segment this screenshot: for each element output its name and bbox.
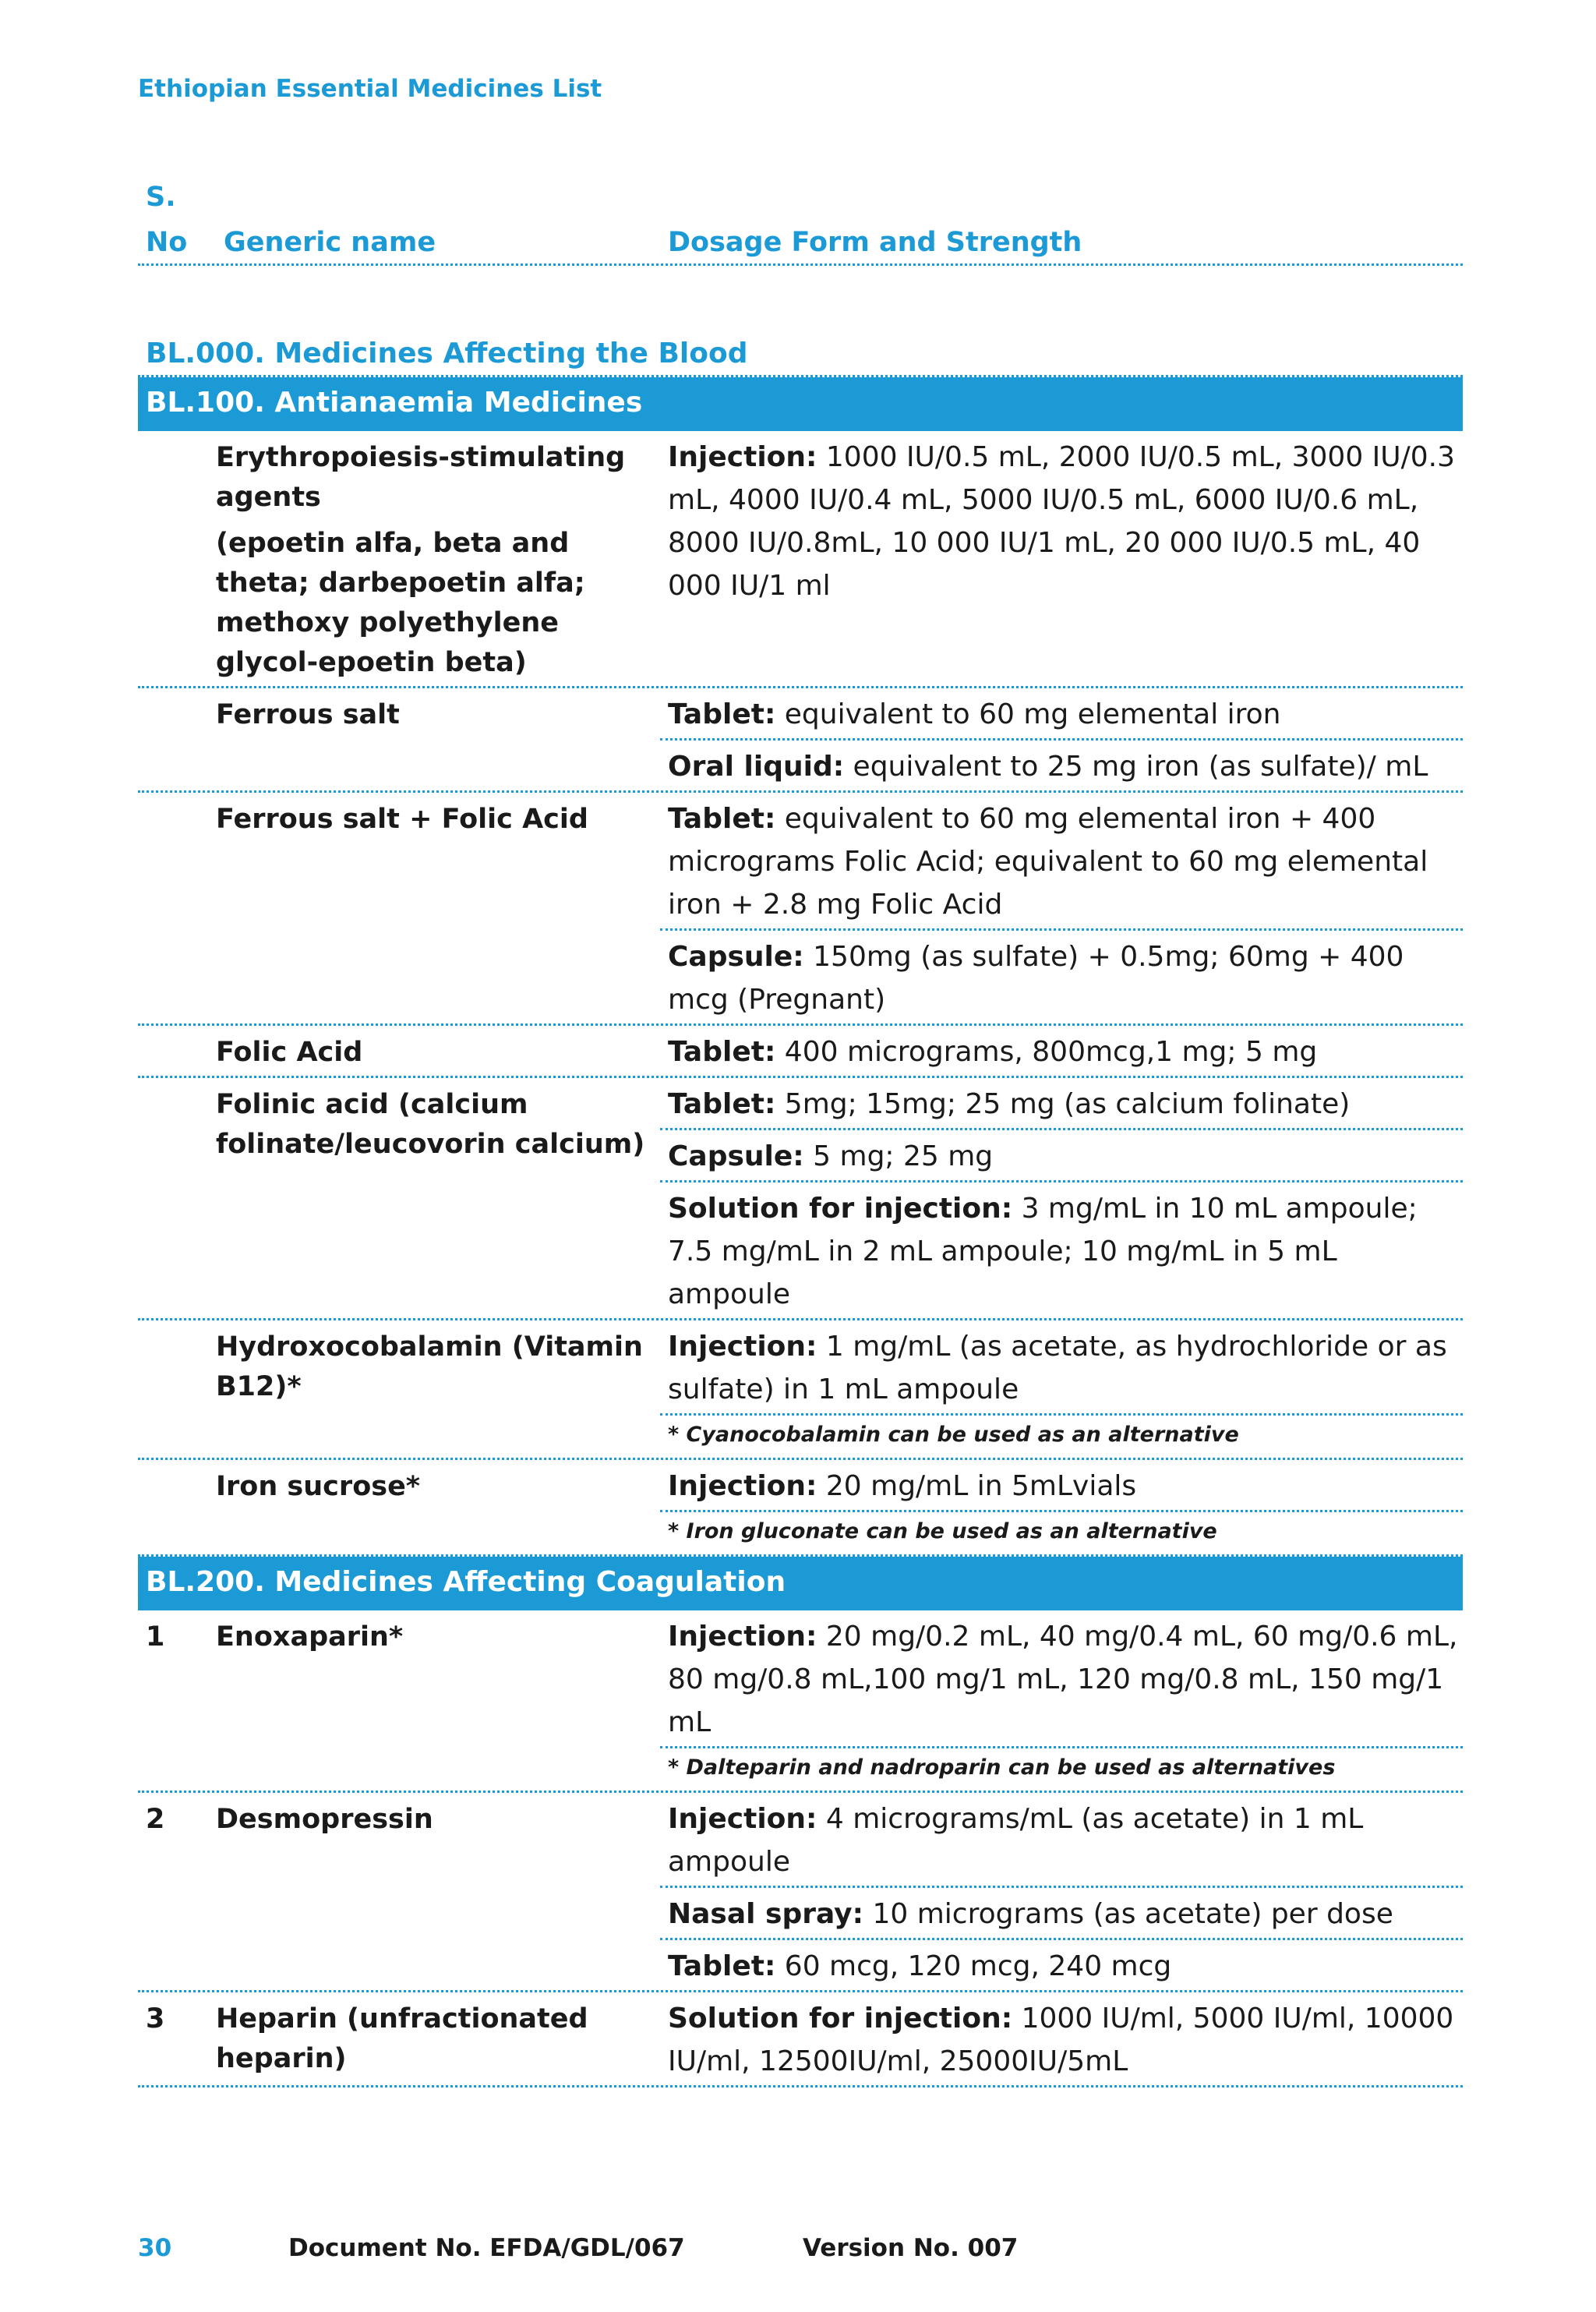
subsection-title: BL.200. Medicines Affecting Coagulation [138, 1557, 1463, 1610]
table-row [138, 1078, 1463, 1320]
dosage-form-label: Oral liquid: [668, 751, 845, 783]
table-row [138, 1320, 1463, 1460]
generic-name-line: Heparin (unfractionated heparin) [216, 2003, 588, 2074]
dosage-entry [660, 1078, 1463, 1130]
table-row [138, 1460, 1463, 1557]
table-row [138, 1610, 1463, 1793]
dosage-form-label: Injection: [668, 1621, 817, 1653]
dosage-cell [660, 1610, 1463, 1791]
generic-name [216, 431, 660, 686]
dosage-cell [660, 1460, 1463, 1554]
dosage-entry [660, 793, 1463, 931]
dosage-strength: 5 mg; 25 mg [803, 1140, 994, 1172]
generic-name-line: Ferrous salt [216, 699, 400, 730]
dosage-cell [660, 793, 1463, 1023]
dosage-entry [660, 1888, 1463, 1940]
dosage-form-label: Tablet: [668, 803, 776, 835]
col-sno-line1: S. [146, 182, 176, 213]
subsection-title: BL.100. Antianaemia Medicines [138, 377, 1463, 431]
dosage-entry [660, 1026, 1463, 1076]
generic-name [216, 1610, 660, 1791]
table-row [138, 1793, 1463, 1992]
dosage-strength: 60 mcg, 120 mcg, 240 mcg [775, 1950, 1172, 1982]
dosage-cell [660, 431, 1463, 686]
dosage-strength: 1000 IU/ml, 5000 IU/ml, 10000 IU/ml, 12500IU/ml, 25000IU/5mL [668, 2003, 1454, 2077]
dosage-form-label: Tablet: [668, 698, 776, 730]
col-generic-name: Generic name [224, 227, 436, 258]
dosage-form-label: Tablet: [668, 1088, 776, 1120]
serial-number: 2 [146, 1804, 165, 1835]
generic-name-line: (epoetin alfa, beta and theta; darbepoetin alfa; methoxy polyethylene glycol-epoetin beta) [216, 528, 585, 678]
dosage-note: * Dalteparin and nadroparin can be used as alternatives [668, 1755, 1336, 1780]
serial-number [138, 431, 216, 686]
generic-name [216, 1026, 660, 1076]
generic-name [216, 1793, 660, 1990]
dosage-note: * Cyanocobalamin can be used as an alternative [668, 1423, 1239, 1447]
column-header [138, 175, 1463, 266]
serial-number [138, 793, 216, 1023]
dosage-form-label: Injection: [668, 1470, 817, 1502]
dosage-strength: 150mg (as sulfate) + 0.5mg; 60mg + 400 mcg (Pregnant) [668, 941, 1404, 1016]
generic-name [216, 1078, 660, 1318]
dosage-form-label: Injection: [668, 1803, 817, 1835]
dosage-entry [660, 931, 1463, 1023]
generic-name [216, 1992, 660, 2085]
dosage-form-label: Capsule: [668, 1140, 804, 1172]
running-header: Ethiopian Essential Medicines List [138, 75, 602, 103]
generic-name-line: Desmopressin [216, 1804, 433, 1835]
generic-name-line: Iron sucrose* [216, 1471, 421, 1502]
generic-name-line: Hydroxocobalamin (Vitamin B12)* [216, 1331, 643, 1402]
dosage-form-label: Tablet: [668, 1950, 776, 1982]
generic-name-line: Folic Acid [216, 1037, 363, 1068]
dosage-form-label: Injection: [668, 1331, 817, 1363]
dosage-strength: 20 mg/mL in 5mLvials [817, 1470, 1137, 1502]
serial-number [138, 1026, 216, 1076]
dosage-note: * Iron gluconate can be used as an alternative [668, 1519, 1217, 1543]
version-number: Version No. 007 [803, 2234, 1019, 2262]
dosage-entry [660, 431, 1463, 610]
dosage-strength: 1000 IU/0.5 mL, 2000 IU/0.5 mL, 3000 IU/0.3 mL, 4000 IU/0.4 mL, 5000 IU/0.5 mL, 6000 IU/0.6 mL, 8000 IU/0.8mL, 10 000 IU/1 mL, 20 000 IU/0.5 mL, 40 000 IU/1 ml [668, 441, 1456, 602]
dosage-strength: 4 micrograms/mL (as acetate) in 1 mL ampoule [668, 1803, 1364, 1878]
dosage-entry [660, 1320, 1463, 1416]
serial-number [138, 1320, 216, 1458]
col-sno-line2: No [146, 227, 188, 258]
generic-name [216, 1460, 660, 1554]
dosage-strength: 5mg; 15mg; 25 mg (as calcium folinate) [775, 1088, 1351, 1120]
dosage-strength: 400 micrograms, 800mcg,1 mg; 5 mg [775, 1036, 1318, 1068]
section-title: BL.000. Medicines Affecting the Blood [138, 333, 1463, 377]
generic-name-line: Erythropoiesis-stimulating agents [216, 442, 626, 513]
dosage-form-label: Solution for injection: [668, 2003, 1013, 2034]
generic-name [216, 1320, 660, 1458]
table-row [138, 1992, 1463, 2088]
dosage-cell [660, 1078, 1463, 1318]
generic-name-line: Ferrous salt + Folic Acid [216, 804, 588, 835]
dosage-entry [660, 1460, 1463, 1512]
dosage-entry [660, 1793, 1463, 1888]
serial-number [138, 688, 216, 790]
serial-number: 1 [146, 1621, 165, 1653]
generic-name [216, 793, 660, 1023]
table-row [138, 688, 1463, 793]
dosage-strength: 20 mg/0.2 mL, 40 mg/0.4 mL, 60 mg/0.6 mL, 80 mg/0.8 mL,100 mg/1 mL, 120 mg/0.8 mL, 150 mg/1 mL [668, 1621, 1458, 1738]
medicines-table [138, 175, 1463, 2088]
table-row [138, 1026, 1463, 1078]
dosage-entry [660, 741, 1463, 790]
dosage-entry [660, 1992, 1463, 2085]
generic-name [216, 688, 660, 790]
dosage-strength: equivalent to 60 mg elemental iron + 400 micrograms Folic Acid; equivalent to 60 mg elemental iron + 2.8 mg Folic Acid [668, 803, 1428, 921]
dosage-entry [660, 1610, 1463, 1748]
table-body [138, 377, 1463, 2088]
dosage-strength: equivalent to 60 mg elemental iron [775, 698, 1281, 730]
serial-number: 3 [146, 2003, 165, 2034]
serial-number [138, 1460, 216, 1554]
dosage-entry [660, 1130, 1463, 1183]
dosage-form-label: Capsule: [668, 941, 804, 973]
table-row [138, 793, 1463, 1026]
dosage-entry [660, 1183, 1463, 1318]
dosage-strength: 1 mg/mL (as acetate, as hydrochloride or as sulfate) in 1 mL ampoule [668, 1331, 1447, 1405]
serial-number [138, 1078, 216, 1318]
dosage-cell [660, 1026, 1463, 1076]
dosage-cell [660, 688, 1463, 790]
dosage-cell [660, 1320, 1463, 1458]
dosage-cell [660, 1992, 1463, 2085]
table-row [138, 431, 1463, 688]
dosage-strength: equivalent to 25 mg iron (as sulfate)/ mL [844, 751, 1428, 783]
dosage-strength: 3 mg/mL in 10 mL ampoule; 7.5 mg/mL in 2 mL ampoule; 10 mg/mL in 5 mL ampoule [668, 1193, 1418, 1310]
col-dosage: Dosage Form and Strength [668, 227, 1082, 258]
page-number: 30 [138, 2234, 172, 2262]
generic-name-line: Folinic acid (calcium folinate/leucovorin calcium) [216, 1089, 645, 1160]
document-number: Document No. EFDA/GDL/067 [288, 2234, 685, 2262]
dosage-cell [660, 1793, 1463, 1990]
dosage-form-label: Nasal spray: [668, 1898, 864, 1930]
dosage-strength: 10 micrograms (as acetate) per dose [863, 1898, 1393, 1930]
dosage-form-label: Injection: [668, 441, 817, 473]
dosage-entry [660, 1940, 1463, 1990]
dosage-form-label: Solution for injection: [668, 1193, 1013, 1225]
dosage-form-label: Tablet: [668, 1036, 776, 1068]
dosage-entry [660, 688, 1463, 741]
generic-name-line: Enoxaparin* [216, 1621, 404, 1653]
